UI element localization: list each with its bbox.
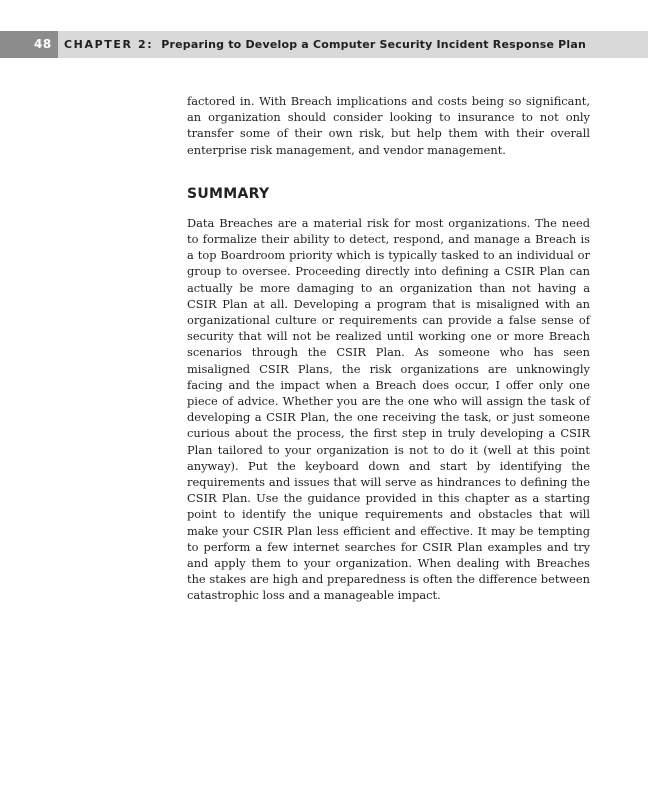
running-header	[64, 38, 586, 51]
page-number: 48	[34, 37, 52, 51]
summary-paragraph: Data Breaches are a material risk for most organizations. The need to formalize their ability to detect, respond, and manage a Breach is a top Boardroom priority which is typically tasked to an individual or group to oversee. Proceeding directly into defining a CSIR Plan can actually be more damaging to an organization than not having a CSIR Plan at all. Developing a program that is misaligned with an organizational culture or requirements can provide a false sense of security that will not be realized until working one or more Breach scenarios through the CSIR Plan. As someone who has seen misaligned CSIR Plans, the risk organizations are unknowingly facing and the impact when a Breach does occur, I offer only one piece of advice. Whether you are the one who will assign the task of developing a CSIR Plan, the one receiving the task, or just someone curious about the process, the first step in truly developing a CSIR Plan tailored to your organization is not to do it (well at this point anyway). Put the keyboard down and start by identifying the requirements and issues that will serve as hindrances to defining the CSIR Plan. Use the guidance provided in this chapter as a starting point to identify the unique requirements and obstacles that will make your CSIR Plan less efficient and effective. It may be tempting to perform a few internet searches for CSIR Plan examples and try and apply them to your organization. When dealing with Breaches the stakes are high and preparedness is often the difference between catastrophic loss and a manageable impact.	[187, 215, 590, 603]
chapter-title: Preparing to Develop a Computer Security Incident Response Plan	[161, 38, 587, 51]
body-text-column	[187, 93, 590, 604]
chapter-label: CHAPTER 2:	[64, 38, 154, 51]
section-heading-summary: SUMMARY	[187, 185, 270, 202]
intro-paragraph: factored in. With Breach implications and costs being so significant, an organization should consider looking to insurance to not only transfer some of their own risk, but help them with their overall enterprise risk management, and vendor management.	[187, 94, 590, 157]
